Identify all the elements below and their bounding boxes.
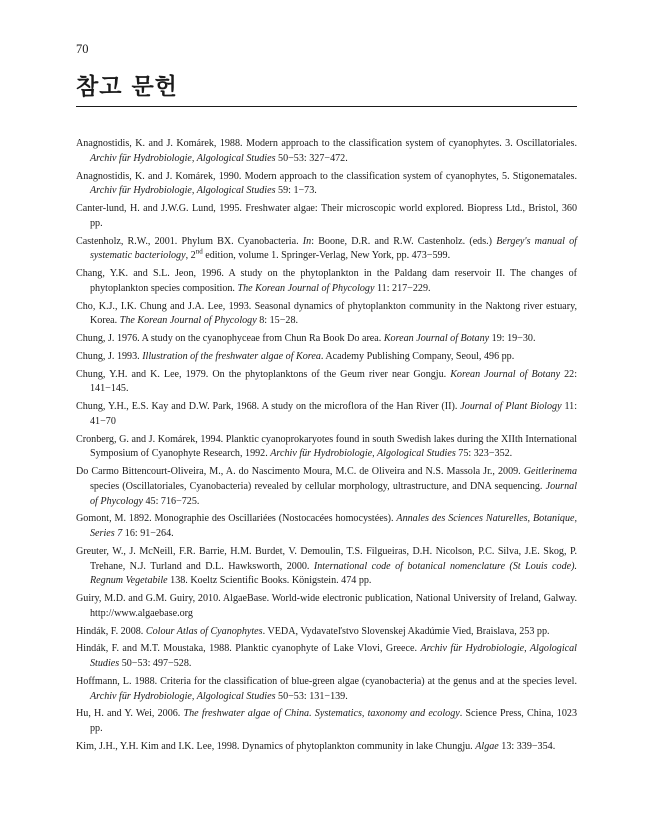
reference-text: Cho, K.J., I.K. Chung and J.A. Lee, 1993. Seasonal dynamics of phytoplankton community in the Naktong river estuary, Korea.	[76, 300, 577, 327]
reference-text: 75: 323−352.	[455, 448, 513, 460]
reference-text: 11: 217−229.	[374, 282, 431, 294]
reference-text: Gomont, M. 1892. Monographie des Oscillariées (Nostocacées homocystées).	[76, 513, 397, 525]
reference-italic-text: Geitlerinema	[523, 466, 577, 478]
reference-text: 13: 339−354.	[498, 740, 556, 752]
reference-text: Canter-lund, H. and J.W.G. Lund, 1995. Freshwater algae: Their microscopic world explored. Biopress Ltd., Bristol, 360 pp.	[76, 203, 577, 229]
reference-text: Hindák, F. 2008.	[76, 625, 146, 637]
reference-italic-text: The freshwater algae of China. Systematics, taxonomy and ecology	[183, 708, 460, 720]
reference-italic-text: Archiv für Hydrobiologie, Algological Studies	[90, 185, 276, 197]
reference-text: Chung, Y.H., E.S. Kay and D.W. Park, 1968. A study on the microflora of the Han River (II).	[76, 401, 461, 413]
reference-text: Chung, J. 1976. A study on the cyanophyceae from Chun Ra Book Do area.	[76, 333, 384, 344]
reference-italic-text: Algae	[475, 740, 499, 752]
reference-italic-text: The Korean Journal of Phycology	[237, 282, 375, 294]
reference-entry	[76, 202, 577, 231]
reference-text: Kim, J.H., Y.H. Kim and I.K. Lee, 1998. Dynamics of phytoplankton community in lake Chungju.	[76, 740, 476, 752]
reference-italic-text: Archiv für Hydrobiologie, Algological Studies	[90, 690, 276, 702]
reference-italic-text: Colour Atlas of Cyanophytes	[145, 625, 263, 637]
reference-text: Cronberg, G. and J. Komárek, 1994. Planktic cyanoprokaryotes found in south Swedish lakes during the XIIth International Symposium of Cyanophyte Research, 1992.	[76, 433, 577, 460]
reference-italic-text: Archiv für Hydrobiologie, Algological Studies	[90, 643, 577, 669]
reference-italic-text: Korean Journal of Botany	[450, 368, 561, 380]
reference-text: 50−53: 131−139.	[275, 690, 348, 702]
reference-italic-text: International code of botanical nomenclature (St Louis code). Regnum Vegetabile	[90, 560, 577, 587]
reference-text: . Science Press, China, 1023 pp.	[90, 708, 577, 734]
reference-text: , 2	[185, 250, 196, 262]
reference-text: 8: 15−28.	[256, 315, 299, 327]
page-number: 70	[76, 42, 89, 56]
reference-entry	[76, 740, 577, 755]
reference-text: edition, volume 1. Springer-Verlag, New York, pp. 473−599.	[202, 250, 451, 262]
reference-text: Castenholz, R.W., 2001. Phylum BX. Cyanobacteria.	[76, 235, 303, 247]
reference-text: 16: 91−264.	[122, 528, 174, 539]
reference-text: 50−53: 327−472.	[275, 152, 348, 164]
reference-text: Guiry, M.D. and G.M. Guiry, 2010. AlgaeBase. World-wide electronic publication, National University of Ireland, Galway. http://www.algaebase.org	[76, 593, 577, 619]
reference-superscript: nd	[195, 247, 203, 256]
reference-entry	[76, 137, 577, 166]
reference-entry	[76, 545, 577, 589]
reference-text: 11: 41−70	[90, 401, 578, 427]
reference-entry	[76, 400, 577, 429]
reference-entry	[76, 350, 577, 365]
reference-entry	[76, 433, 577, 462]
reference-text: 59: 1−73.	[275, 185, 317, 197]
reference-text: species (Oscillatoriales, Cyanobacteria) revealed by cellular morphology, ultrastructure, and DNA sequencing.	[90, 480, 546, 492]
reference-entry	[76, 625, 577, 640]
reference-text: Hoffmann, L. 1988. Criteria for the classification of blue-green algae (cyanobacteria) at the genus and at the species level.	[76, 675, 577, 687]
reference-text: 50−53: 497−528.	[119, 658, 192, 669]
reference-list	[76, 137, 577, 758]
reference-entry	[76, 465, 577, 509]
reference-text: 45: 716−725.	[142, 495, 200, 507]
reference-italic-text: Bergey's manual of systematic bacteriology	[90, 235, 577, 262]
reference-text: 138. Koeltz Scientific Books. Königstein. 474 pp.	[167, 575, 372, 587]
title-divider	[76, 106, 577, 107]
reference-text: Chang, Y.K. and S.L. Jeon, 1996. A study on the phytoplankton in the Paldang dam reservoir II. The changes of phytoplankton species composition.	[76, 268, 577, 294]
reference-italic-text: Illustration of the freshwater algae of Korea	[142, 350, 321, 362]
reference-text: Chung, J. 1993.	[76, 350, 143, 362]
reference-entry	[76, 267, 577, 296]
reference-text: Chung, Y.H. and K. Lee, 1979. On the phytoplanktons of the Geum river near Gongju.	[76, 368, 451, 380]
reference-text: . VEDA, Vydavateľstvo Slovenskej Akadúmie Vied, Braislava, 253 pp.	[262, 625, 550, 637]
reference-entry	[76, 592, 577, 621]
reference-text: Anagnostidis, K. and J. Komárek, 1988. Modern approach to the classification system of cyanophytes. 3. Oscillatoriales.	[76, 138, 577, 149]
reference-entry	[76, 332, 577, 347]
reference-entry	[76, 707, 577, 736]
reference-entry	[76, 642, 577, 671]
reference-italic-text: Journal of Plant Biology	[460, 401, 562, 413]
reference-text: Hindák, F. and M.T. Moustaka, 1988. Planktic cyanophyte of Lake Vlovi, Greece.	[76, 643, 421, 655]
reference-text: Anagnostidis, K. and J. Komárek, 1990. Modern approach to the classification system of cyanophytes, 5. Stigonematales.	[76, 170, 577, 182]
reference-text: 19: 19−30.	[489, 333, 536, 344]
reference-entry	[76, 368, 577, 397]
reference-text: : Boone, D.R. and R.W. Castenholz. (eds.)	[311, 235, 497, 247]
reference-entry	[76, 235, 577, 264]
reference-italic-text: Archiv für Hydrobiologie, Algological Studies	[90, 152, 276, 164]
section-title: 참고 문헌	[76, 74, 178, 100]
reference-text: Hu, H. and Y. Wei, 2006.	[76, 708, 184, 720]
reference-italic-text: Korean Journal of Botany	[383, 333, 490, 344]
reference-italic-text: Annales des Sciences Naturelles, Botanique, Series 7	[90, 513, 577, 539]
reference-entry	[76, 170, 577, 199]
reference-text: . Academy Publishing Company, Seoul, 496 pp.	[320, 350, 515, 362]
reference-entry	[76, 300, 577, 329]
reference-entry	[76, 512, 577, 541]
reference-text: 22: 141−145.	[90, 368, 577, 395]
reference-text: Do Carmo Bittencourt-Oliveira, M., A. do Nascimento Moura, M.C. de Oliveira and N.S. Massola Jr., 2009.	[76, 466, 524, 478]
reference-italic-text: In	[302, 235, 312, 247]
reference-text: Greuter, W., J. McNeill, F.R. Barrie, H.M. Burdet, V. Demoulin, T.S. Filgueiras, D.H. Nicolson, P.C. Silva, J.E. Skog, P. Trehane, N.J. Turland and D.L. Hawksworth, 2000.	[76, 545, 577, 572]
reference-italic-text: The Korean Journal of Phycology	[119, 315, 257, 327]
reference-italic-text: Journal of Phycology	[90, 480, 577, 507]
reference-entry	[76, 675, 577, 704]
reference-italic-text: Archiv für Hydrobiologie, Algological Studies	[270, 448, 456, 460]
